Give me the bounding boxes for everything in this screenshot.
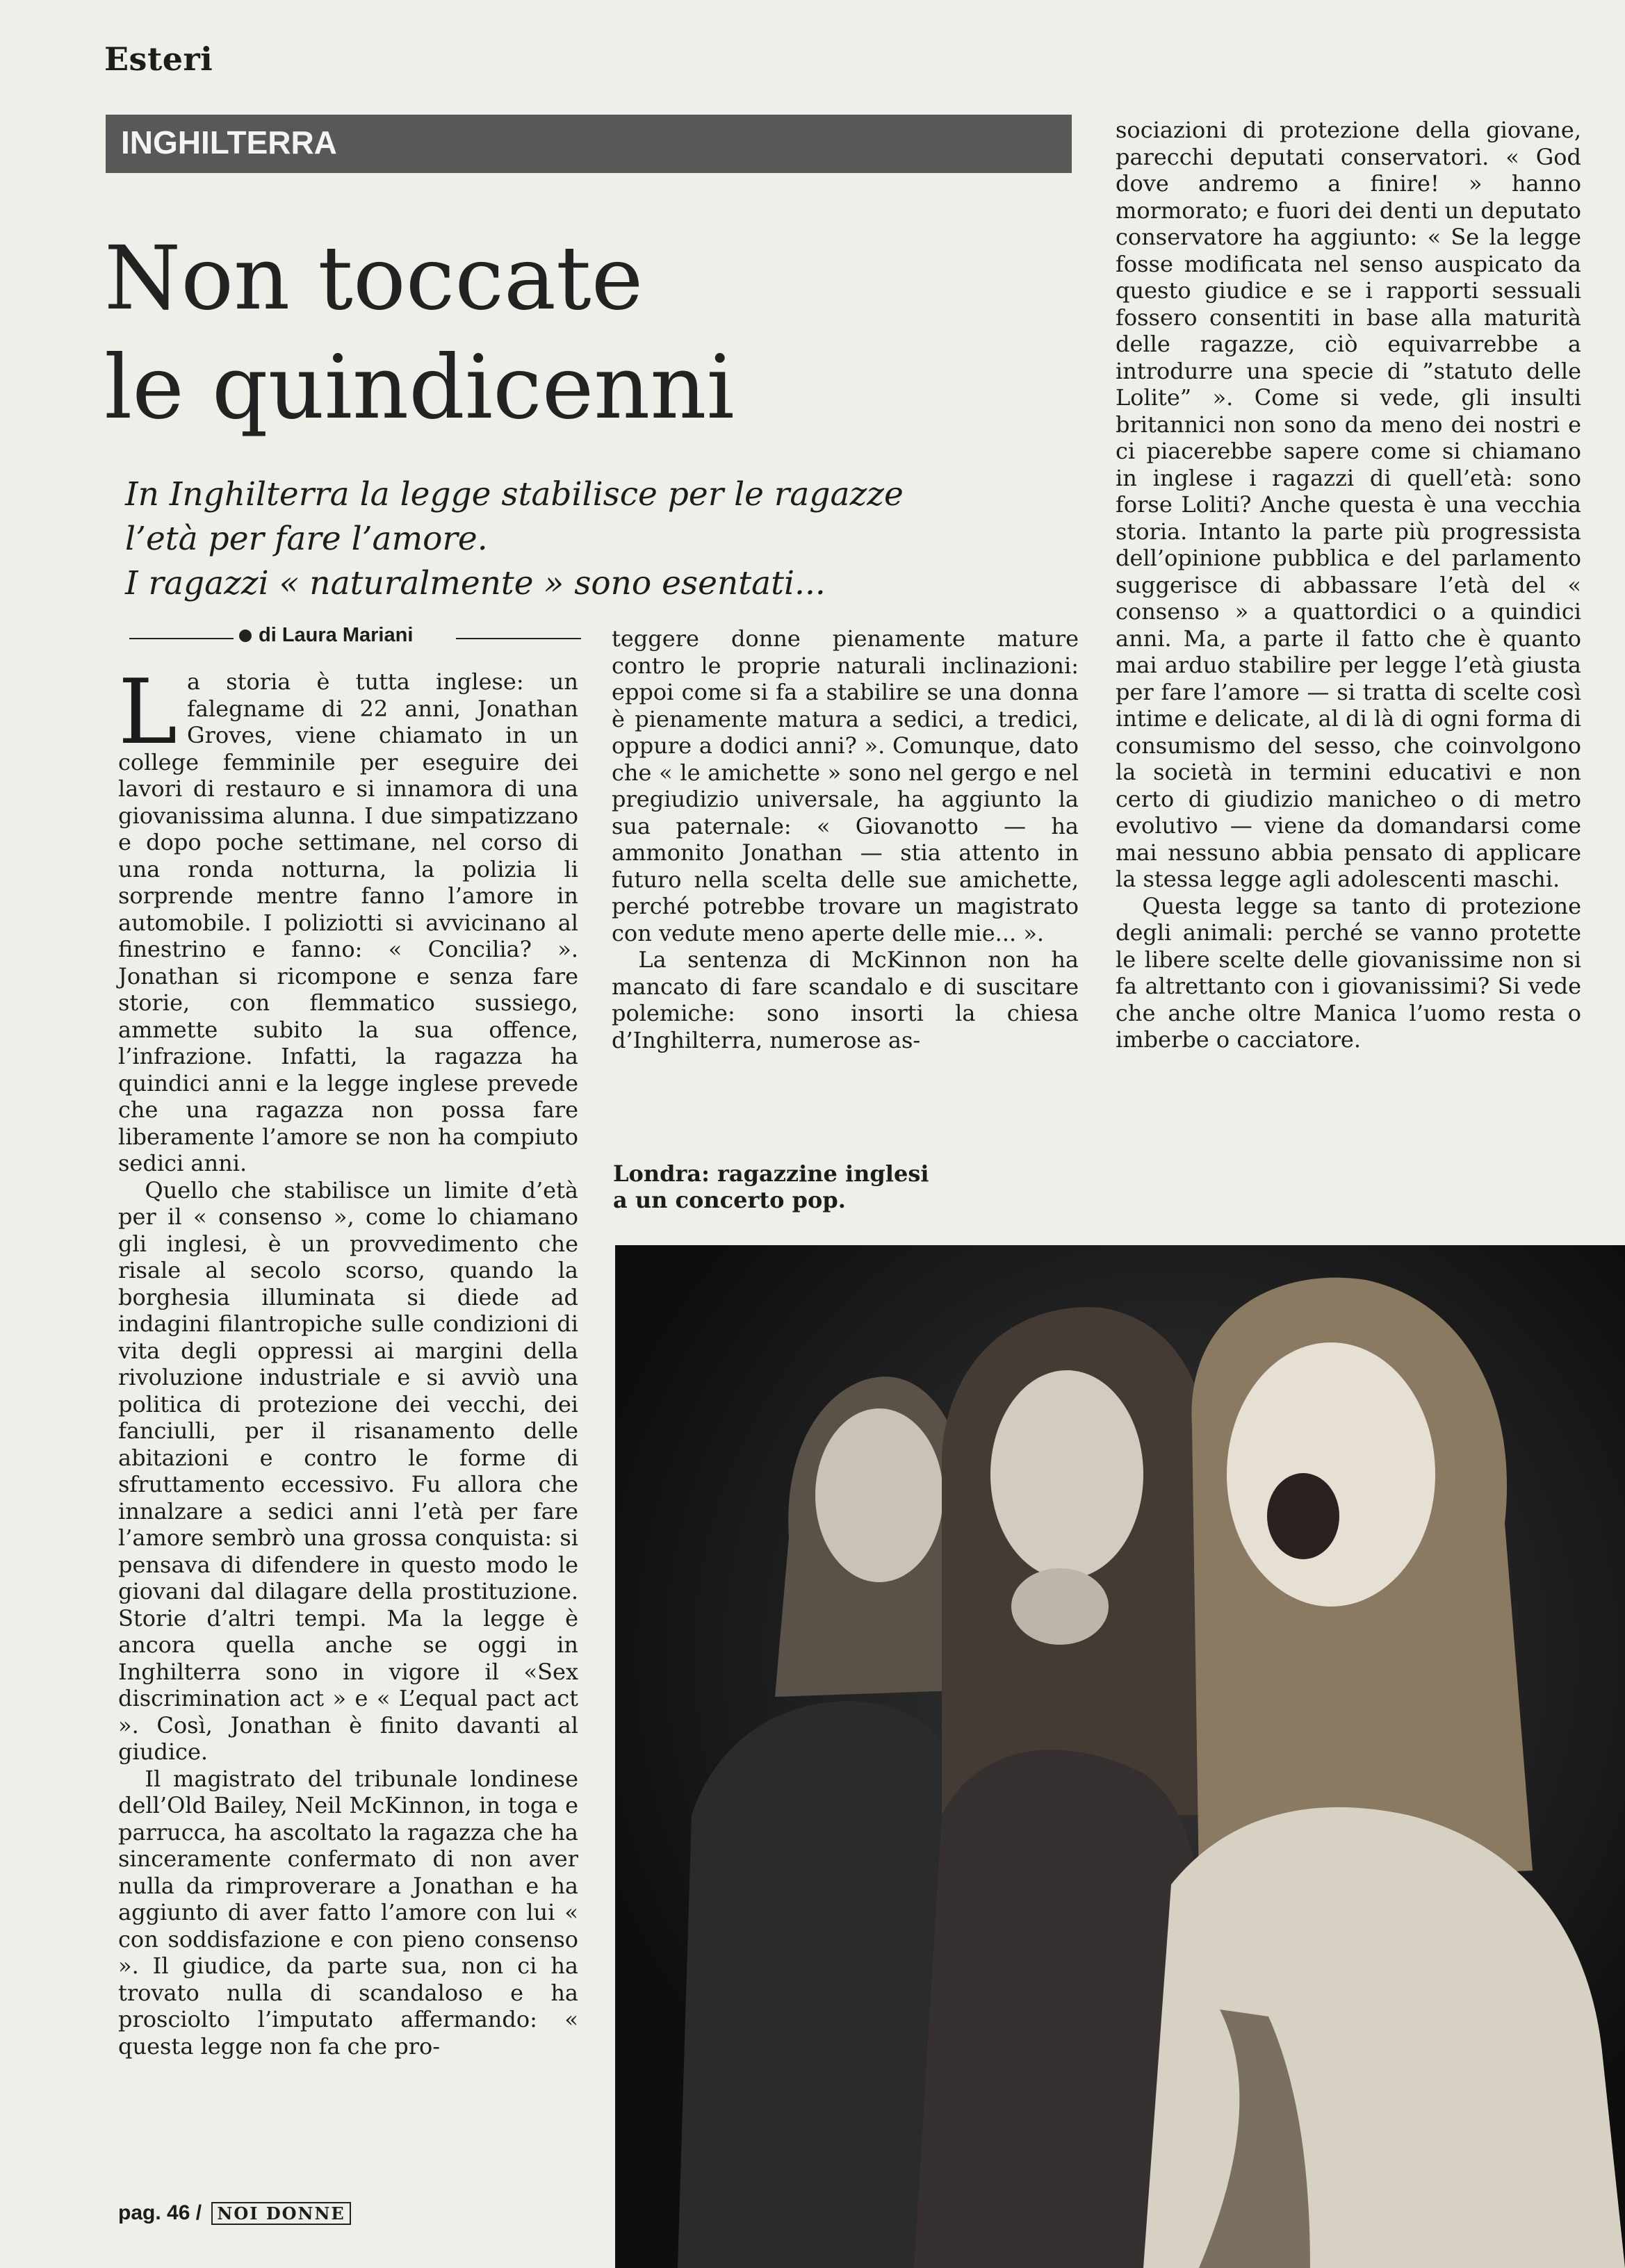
- subtitle-line-1: In Inghilterra la legge stabilisce per le ragazze: [125, 475, 904, 513]
- article-subtitle: [125, 472, 1015, 606]
- subtitle-line-2: l’età per fare l’amore.: [125, 520, 488, 558]
- article-column-2: [612, 625, 1079, 1053]
- kicker-label: INGHILTERRA: [121, 124, 337, 161]
- concert-photo: [615, 1245, 1625, 2268]
- paragraph-1: [118, 661, 578, 1177]
- paragraph-3: Il magistrato del tribunale londinese dell’Old Bailey, Neil McKinnon, in toga e parrucca, ha ascoltato la ragazza che ha sinceramente confermato di non aver nulla da rimproverare a Jonathan e ha aggiunto di aver fatto l’amore con lui « con soddisfazione e con pieno consenso ». Il giudice, da parte sua, non ci ha trovato nulla di scandaloso e ha prosciolto l’imputato affermando: « questa legge non fa che pro-: [118, 1765, 578, 2060]
- byline: [129, 624, 581, 652]
- caption-line-1: Londra: ragazzine inglesi: [613, 1160, 929, 1187]
- paragraph-6: sociazioni di protezione della giovane, parecchi deputati conservatori. « God dove andremo a finire! » hanno mormorato; e fuori dei denti un deputato conservatore ha aggiunto: « Se la legge fosse modificata nel senso auspicato da questo giudice e se i rapporti sessuali fossero consentiti in base alla maturità delle ragazze, ciò equivarrebbe a introdurre una specie di ”statuto delle Lolite” ». Come si vede, gli insulti britannici non sono da meno dei nostri e ci piacerebbe sapere come si chiamano in inglese i ragazzi di quell’età: sono forse Loliti? Anche questa è una vecchia storia. Intanto la parte più progressista dell’opinione pubblica e del parlamento suggerisce di abbassare l’età del « consenso » a quattordici o a quindici anni. Ma, a parte il fatto che è quanto mai arduo stabilire per legge l’età giusta per fare l’amore — si tratta di scelte così intime e delicate, al di là di ogni forma di consumismo del sesso, che coinvolgono la società in termini educativi e non certo di giudizio manicheo o di metro evolutivo — viene da domandarsi come mai nessuno abbia pensato di applicare la stessa legge agli adolescenti maschi.: [1116, 117, 1581, 892]
- magazine-logo: NOI DONNE: [211, 2202, 350, 2225]
- paragraph-4: teggere donne pienamente mature contro le proprie naturali inclinazioni: eppoi come si fa a stabilire se una donna è pienamente matura a sedici, a tredici, oppure a dodici anni? ». Comunque, dato che « le amichette » sono nel gergo e nel pregiudizio universale, ha aggiunto la sua paternale: « Giovanotto — ha ammonito Jonathan — stia attento in futuro nella scelta delle sue amichette, perché potrebbe trovare un magistrato con vedute meno aperte delle mie... ».: [612, 625, 1079, 946]
- paragraph-2: Quello che stabilisce un limite d’età per il « consenso », come lo chiamano gli inglesi, è un provvedimento che risale al secolo scorso, quando la borghesia illuminata si diede ad indagini filantropiche sulle condizioni di vita degli oppressi ai margini della rivoluzione industriale e si avviò una politica di protezione dei vecchi, dei fanciulli, per il risanamento delle abitazioni e contro le forme di sfruttamento eccessivo. Fu allora che innalzare a sedici anni l’età per fare l’amore sembrò una grossa conquista: si pensava di difendere in questo modo le giovani dal dilagare della prostituzione. Storie d’altri tempi. Ma la legge è ancora quella anche se oggi in Inghilterra sono in vigore il «Sex discrimination act » e « L’equal pact act ». Così, Jonathan è finito davanti al giudice.: [118, 1176, 578, 1765]
- page-number: pag. 46: [118, 2201, 190, 2224]
- article-column-1: [118, 661, 578, 2060]
- byline-author: di Laura Mariani: [259, 624, 414, 646]
- photo-caption: [613, 1160, 1002, 1213]
- footer-separator: /: [195, 2201, 202, 2224]
- article-title: [104, 224, 994, 442]
- drop-cap: L: [118, 661, 177, 764]
- paragraph-5: La sentenza di McKinnon non ha mancato di fare scandalo e di suscitare polemiche: sono insorti la chiesa d’Inghilterra, numerose as-: [612, 946, 1079, 1053]
- title-line-1: Non toccate: [104, 227, 644, 329]
- paragraph-7: Questa legge sa tanto di protezione degli animali: perché se vanno protette le libere scelte delle giovanissime non si fa altrettanto con i giovanissimi? Si vede che anche oltre Manica l’uomo resta o imberbe o cacciatore.: [1116, 892, 1581, 1053]
- title-line-2: le quindicenni: [104, 336, 735, 438]
- subtitle-line-3: I ragazzi « naturalmente » sono esentati...: [125, 564, 826, 602]
- kicker-bar: [106, 115, 1072, 173]
- byline-rule-left: [129, 638, 234, 639]
- photo-illustration: [615, 1245, 1625, 2268]
- caption-line-2: a un concerto pop.: [613, 1187, 846, 1213]
- section-label: Esteri: [104, 40, 213, 78]
- paragraph-1-text: a storia è tutta inglese: un falegname di 22 anni, Jonathan Groves, viene chiamato in un college femminile per eseguire dei lavori di restauro e si innamora di una giovanissima alunna. I due simpatizzano e dopo poche settimane, nel corso di una ronda notturna, la polizia li sorprende mentre fanno l’amore in automobile. I poliziotti si avvicinano al finestrino e fanno: « Concilia? ». Jonathan si ricompone e senza fare storie, con flemmatico sussiego, ammette subito la sua offence, l’infrazione. Infatti, la ragazza ha quindici anni e la legge inglese prevede che una ragazza non possa fare liberamente l’amore se non ha compiuto sedici anni.: [118, 668, 578, 1176]
- byline-rule-right: [456, 638, 581, 639]
- page-footer: [118, 2201, 351, 2225]
- bullet-icon: [239, 630, 252, 642]
- article-column-3: [1116, 117, 1581, 1053]
